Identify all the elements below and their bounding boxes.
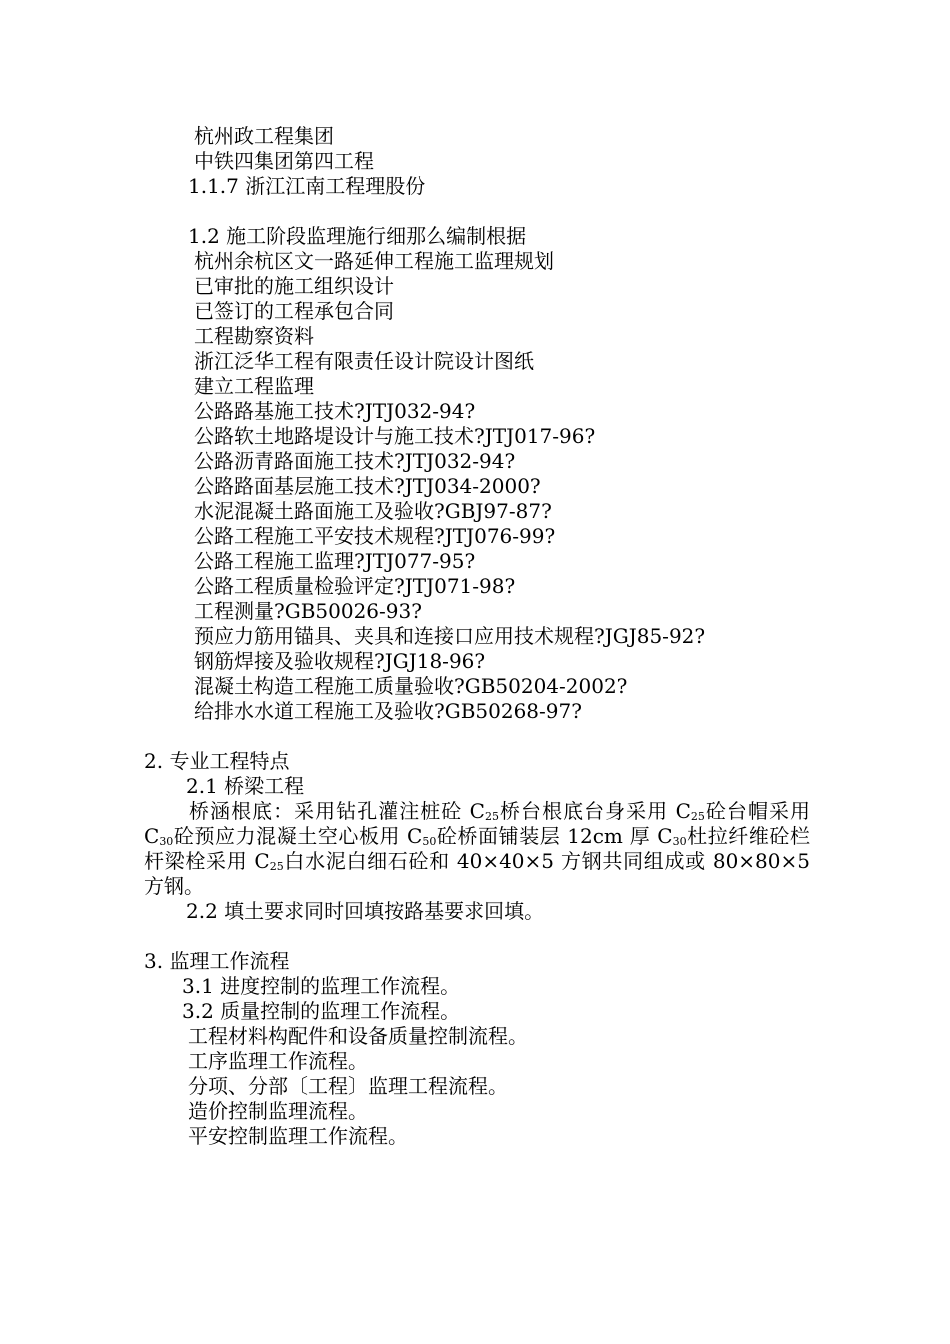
numbered-item: 1.1.7 浙江江南工程理股份 <box>188 174 426 198</box>
subscript: 25 <box>269 860 284 873</box>
subsection-heading: 2.1 桥梁工程 <box>186 774 305 798</box>
list-item: 预应力筋用锚具、夹具和连接口应用技术规程?JGJ85-92? <box>194 624 706 648</box>
list-item: 浙江泛华工程有限责任设计院设计图纸 <box>194 349 534 373</box>
subscript: 25 <box>690 810 705 823</box>
list-item: 已签订的工程承包合同 <box>194 299 394 323</box>
list-item: 工程勘察资料 <box>194 324 314 348</box>
subscript: 25 <box>485 810 499 823</box>
para-text: 砼台帽采用 C <box>144 799 811 848</box>
list-item: 公路路基施工技术?JTJ032-94? <box>194 399 476 423</box>
text-line: 杭州政工程集团 <box>194 124 334 148</box>
list-item: 水泥混凝土路面施工及验收?GBJ97-87? <box>194 499 552 523</box>
subsection-heading: 3.2 质量控制的监理工作流程。 <box>182 999 461 1023</box>
list-item: 建立工程监理 <box>194 374 314 398</box>
para-text: 砼预应力混凝土空心板用 C <box>173 824 423 848</box>
list-item: 公路工程质量检验评定?JTJ071-98? <box>194 574 516 598</box>
section-heading: 1.2 施工阶段监理施行细那么编制根据 <box>188 224 527 248</box>
list-item: 工程材料构配件和设备质量控制流程。 <box>188 1024 528 1048</box>
list-item: 已审批的施工组织设计 <box>194 274 394 298</box>
text-line: 中铁四集团第四工程 <box>194 149 374 173</box>
section-heading: 3. 监理工作流程 <box>144 949 290 973</box>
list-item: 工序监理工作流程。 <box>188 1049 368 1073</box>
list-item: 给排水水道工程施工及验收?GB50268-97? <box>194 699 582 723</box>
subsection-heading: 3.1 进度控制的监理工作流程。 <box>182 974 461 998</box>
para-text: 杜拉纤维砼栏杆梁栓采用 C <box>144 824 810 873</box>
list-item: 分项、分部〔工程〕监理工程流程。 <box>188 1074 508 1098</box>
para-text: 桥涵根底：采用钻孔灌注桩砼 C <box>188 799 485 823</box>
para-text: 砼桥面铺装层 12cm 厚 C <box>436 824 673 848</box>
list-item: 杭州余杭区文一路延伸工程施工监理规划 <box>194 249 554 273</box>
list-item: 公路沥青路面施工技术?JTJ032-94? <box>194 449 516 473</box>
para-text: 白水泥白细石砼和 40×40×5 方钢共同组成或 80×80×5 方钢。 <box>144 849 810 898</box>
list-item: 混凝土构造工程施工质量验收?GB50204-2002? <box>194 674 628 698</box>
list-item: 公路软土地路堤设计与施工技术?JTJ017-96? <box>194 424 596 448</box>
body-paragraph <box>144 799 810 899</box>
list-item: 钢筋焊接及验收规程?JGJ18-96? <box>194 649 486 673</box>
list-item: 公路工程施工监理?JTJ077-95? <box>194 549 476 573</box>
list-item: 造价控制监理流程。 <box>188 1099 368 1123</box>
list-item: 公路工程施工平安技术规程?JTJ076-99? <box>194 524 556 548</box>
subscript: 50 <box>422 835 437 848</box>
subscript: 30 <box>672 835 687 848</box>
list-item: 公路路面基层施工技术?JTJ034-2000? <box>194 474 541 498</box>
subsection-heading: 2.2 填土要求同时回填按路基要求回填。 <box>186 899 545 923</box>
list-item: 平安控制监理工作流程。 <box>188 1124 408 1148</box>
subscript: 30 <box>159 835 174 848</box>
para-text: 桥台根底台身采用 C <box>499 799 691 823</box>
list-item: 工程测量?GB50026-93? <box>194 599 422 623</box>
section-heading: 2. 专业工程特点 <box>144 749 290 773</box>
